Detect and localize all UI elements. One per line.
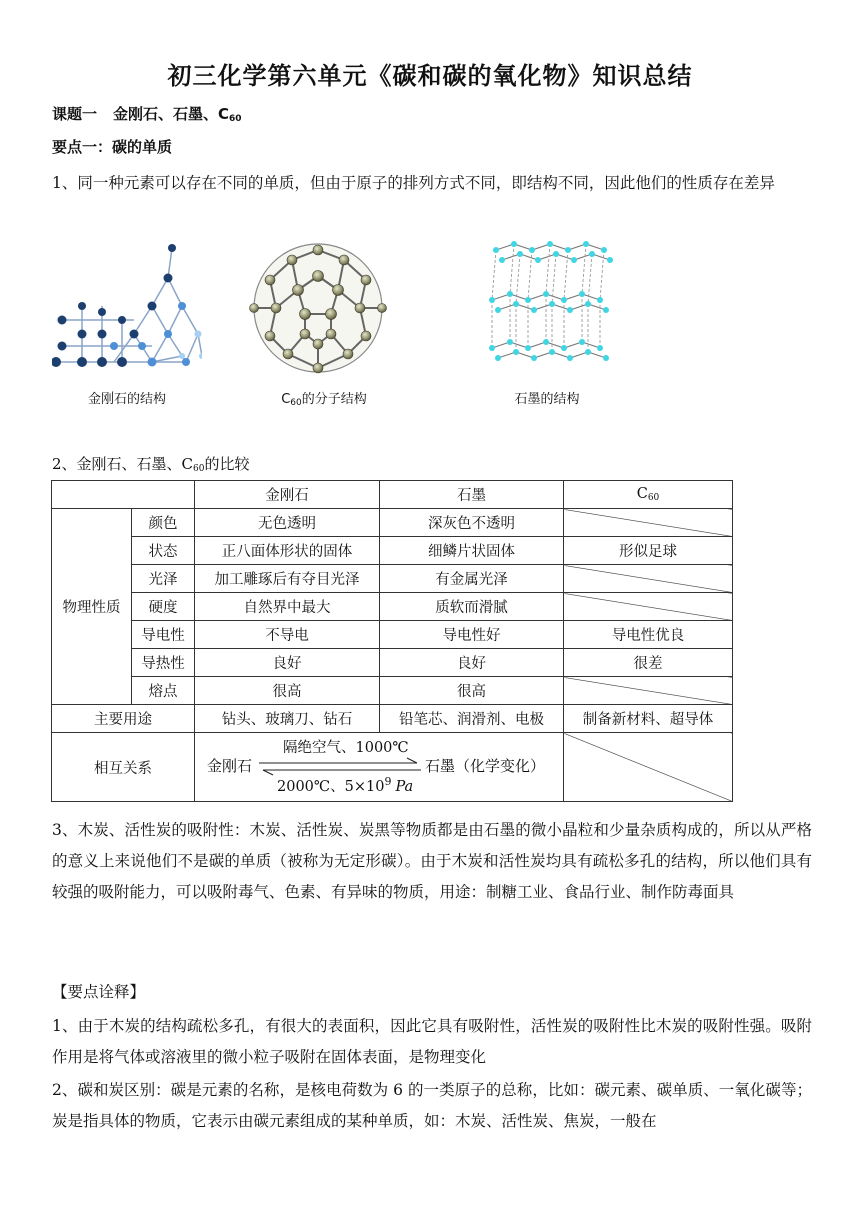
c60-caption [254, 388, 394, 408]
c60-empty-diagonal-cell [564, 733, 733, 802]
compare-heading [52, 450, 812, 484]
relation-bottom-text: 2000℃、5×10 [277, 779, 385, 795]
c60-uses: 制备新材料、超导体 [564, 705, 733, 733]
notes-heading: 【要点诠释】 [52, 983, 146, 1001]
relation-top-condition: 隔绝空气、1000℃ [283, 740, 409, 756]
header-empty-cell [52, 481, 195, 509]
relation-equation-cell [195, 733, 564, 802]
graphite-value: 质软而滑腻 [380, 593, 564, 621]
paragraph-3: 3、木炭、活性炭的吸附性：木炭、活性炭、炭黑等物质都是由石墨的微小晶粒和少量杂质构成的，所以从严格的意义上来说他们不是碳的单质（被称为无定形碳）。由于木炭和活性炭均具有疏松多孔的结构，所以他们具有较强的吸附能力，可以吸附毒气、色素、有异味的物质，用途：制糖工业、食品行业、制作防毒面具 [52, 821, 812, 901]
diamond-value: 自然界中最大 [195, 593, 380, 621]
diamond-value: 不导电 [195, 621, 380, 649]
table-row-uses [52, 705, 733, 733]
prop-label: 硬度 [132, 593, 195, 621]
relation-right: 石墨（化学变化） [425, 757, 546, 775]
graphite-value: 导电性好 [380, 621, 564, 649]
c60-value: 形似足球 [564, 537, 733, 565]
compare-heading-sub: 60 [193, 464, 205, 474]
uses-label: 主要用途 [52, 705, 195, 733]
relation-left: 金刚石 [207, 757, 253, 775]
note-2: 2、碳和炭区别：碳是元素的名称，是核电荷数为 6 的一类原子的总称，比如：碳元素、碳单质、一氧化碳等；炭是指具体的物质，它表示由碳元素组成的某种单质，如：木炭、活性炭、焦炭，一般在 [52, 1081, 812, 1130]
topic-label: 课题一 [52, 105, 98, 123]
note-1: 1、由于木炭的结构疏松多孔，有很大的表面积，因此它具有吸附性，活性炭的吸附性比木炭的吸附性强。吸附作用是将气体或溶液里的微小粒子吸附在固体表面，是物理变化 [52, 1017, 812, 1066]
header-diamond: 金刚石 [195, 481, 380, 509]
table-row [52, 677, 733, 705]
diamond-value: 正八面体形状的固体 [195, 537, 380, 565]
c60-structure-image [248, 238, 388, 378]
compare-heading-post: 的比较 [204, 455, 250, 473]
c60-caption-pre: C [281, 392, 291, 407]
topic-text: 金刚石、石墨、C [113, 105, 230, 123]
page-title: 初三化学第六单元《碳和碳的氧化物》知识总结 [167, 62, 693, 90]
diamond-value: 良好 [195, 649, 380, 677]
graphite-uses: 铅笔芯、润滑剂、电极 [380, 705, 564, 733]
diamond-uses: 钻头、玻璃刀、钻石 [195, 705, 380, 733]
c60-value: 很差 [564, 649, 733, 677]
graphite-value: 深灰色不透明 [380, 509, 564, 537]
table-row [52, 649, 733, 677]
relation-bottom-exp: 9 [384, 775, 392, 789]
header-c60: $C_{60}$ [564, 481, 733, 509]
prop-label: 光泽 [132, 565, 195, 593]
table-row-relation [52, 733, 733, 802]
table-row [52, 565, 733, 593]
paragraph-1: 1、同一种元素可以存在不同的单质，但由于原子的排列方式不同，即结构不同，因此他们的性质存在差异 [52, 174, 775, 192]
topic-subscript: 60 [229, 114, 242, 124]
graphite-structure-image [484, 236, 624, 376]
relation-label: 相互关系 [52, 733, 195, 802]
diamond-value: 无色透明 [195, 509, 380, 537]
c60-empty-diagonal-cell [564, 677, 733, 705]
graphite-value: 细鳞片状固体 [380, 537, 564, 565]
prop-label: 颜色 [132, 509, 195, 537]
table-row [52, 509, 733, 537]
graphite-value: 很高 [380, 677, 564, 705]
compare-heading-pre: 2、金刚石、石墨、C [52, 455, 194, 473]
prop-label: 熔点 [132, 677, 195, 705]
diamond-caption: 金刚石的结构 [87, 392, 166, 407]
graphite-value: 有金属光泽 [380, 565, 564, 593]
graphite-caption: 石墨的结构 [514, 392, 580, 407]
prop-label: 导电性 [132, 621, 195, 649]
table-header-row [52, 481, 733, 509]
c60-empty-diagonal-cell [564, 593, 733, 621]
comparison-table [51, 480, 733, 802]
c60-value: 导电性优良 [564, 621, 733, 649]
table-row [52, 537, 733, 565]
c60-caption-sub: 60 [290, 398, 302, 408]
graphite-value: 良好 [380, 649, 564, 677]
prop-label: 状态 [132, 537, 195, 565]
c60-empty-diagonal-cell [564, 509, 733, 537]
c60-empty-diagonal-cell [564, 565, 733, 593]
diamond-structure-image [52, 236, 202, 376]
point-heading: 要点一：碳的单质 [52, 138, 173, 156]
prop-label: 导热性 [132, 649, 195, 677]
c60-caption-post: 的分子结构 [301, 392, 367, 407]
diamond-value: 很高 [195, 677, 380, 705]
diamond-value: 加工雕琢后有夺目光泽 [195, 565, 380, 593]
topic-heading [52, 100, 812, 134]
relation-bottom-condition [277, 775, 413, 796]
relation-bottom-unit: Pa [395, 779, 414, 795]
table-row [52, 621, 733, 649]
header-graphite: 石墨 [380, 481, 564, 509]
group-label-physical: 物理性质 [52, 509, 132, 705]
table-row [52, 593, 733, 621]
